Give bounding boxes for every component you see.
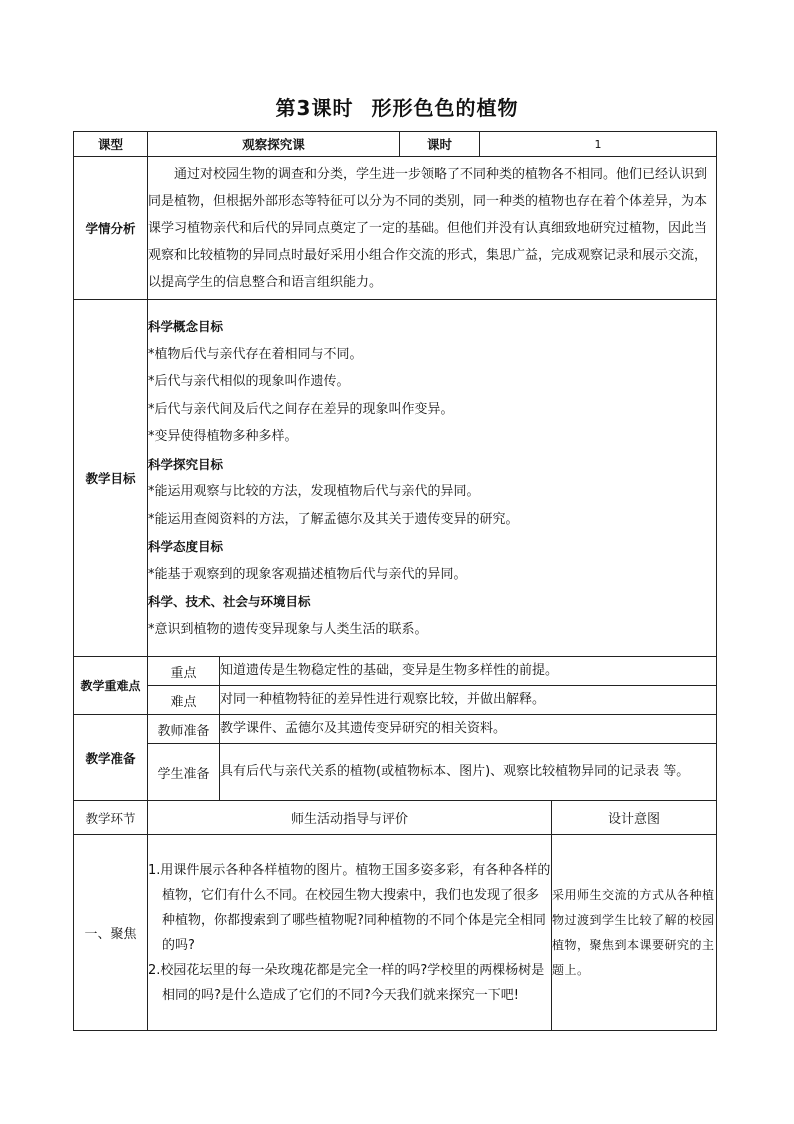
period-label: 课时 bbox=[400, 132, 480, 157]
key-label: 重点 bbox=[148, 657, 220, 686]
stage-header: 教学环节 bbox=[74, 801, 148, 835]
row-student-prep bbox=[74, 744, 717, 801]
row-key-point bbox=[74, 657, 717, 686]
difficult-text: 对同一种植物特征的差异性进行观察比较，并做出解释。 bbox=[220, 686, 717, 715]
goal-heading: 科学探究目标 bbox=[148, 456, 224, 472]
row-difficult-point bbox=[74, 686, 717, 715]
teacher-prep-text: 教学课件、孟德尔及其遗传变异研究的相关资料。 bbox=[220, 715, 717, 744]
teacher-prep-label: 教师准备 bbox=[148, 715, 220, 744]
focus-stage: 一、聚焦 bbox=[74, 835, 148, 1031]
goal-heading: 科学、技术、社会与环境目标 bbox=[148, 594, 311, 609]
goals-list bbox=[148, 300, 717, 657]
focus-item-1: 1.用课件展示各种各样植物的图片。植物王国多姿多彩，有各种各样的植物，它们有什么不同。在校园生物大搜索中，我们也发现了很多种植物，你都搜索到了哪些植物呢?同种植物的不同个体是完全相同的吗? bbox=[148, 862, 551, 953]
goal-item: *植物后代与亲代存在着相同与不同。 bbox=[148, 346, 363, 362]
lesson-type-value: 观察探究课 bbox=[148, 132, 400, 157]
goal-item: *意识到植物的遗传变异现象与人类生活的联系。 bbox=[148, 621, 428, 637]
focus-intent: 采用师生交流的方式从各种植物过渡到学生比较了解的校园植物，聚焦到本课要研究的主题上。 bbox=[552, 835, 717, 1031]
preparation-label: 教学准备 bbox=[74, 715, 148, 801]
lesson-plan-table bbox=[73, 131, 717, 1031]
intent-header: 设计意图 bbox=[552, 801, 717, 835]
focus-item-2: 2.校园花坛里的每一朵玫瑰花都是完全一样的吗?学校里的两棵杨树是相同的吗?是什么造成了它们的不同?今天我们就来探究一下吧! bbox=[148, 962, 545, 1003]
analysis-text: 通过对校园生物的调查和分类，学生进一步领略了不同种类的植物各不相同。他们已经认识到同是植物，但根据外部形态等特征可以分为不同的类别，同一种类的植物也存在着个体差异，为本课学习植物亲代和后代的异同点奠定了一定的基础。但他们并没有认真细致地研究过植物，因此当观察和比较植物的异同点时最好采用小组合作交流的形式，集思广益，完成观察记录和展示交流，以提高学生的信息整合和语言组织能力。 bbox=[148, 157, 717, 300]
period-value: 1 bbox=[480, 132, 717, 157]
activity-header: 师生活动指导与评价 bbox=[148, 801, 552, 835]
goal-item: *后代与亲代间及后代之间存在差异的现象叫作变异。 bbox=[148, 401, 454, 417]
goals-label: 教学目标 bbox=[74, 300, 148, 657]
lesson-number: 第3课时 bbox=[275, 96, 354, 120]
focus-activity bbox=[148, 835, 552, 1031]
student-prep-text: 具有后代与亲代关系的植物(或植物标本、图片)、观察比较植物异同的记录表 等。 bbox=[220, 744, 717, 801]
row-focus bbox=[74, 835, 717, 1031]
goal-item: *变异使得植物多种多样。 bbox=[148, 429, 298, 444]
lesson-name: 形形色色的植物 bbox=[371, 96, 519, 120]
goal-item: *能运用观察与比较的方法，发现植物后代与亲代的异同。 bbox=[148, 484, 480, 499]
row-teacher-prep bbox=[74, 715, 717, 744]
analysis-label: 学情分析 bbox=[74, 157, 148, 300]
row-lesson-type bbox=[74, 132, 717, 157]
student-prep-label: 学生准备 bbox=[148, 744, 220, 801]
difficult-label: 难点 bbox=[148, 686, 220, 715]
page-title bbox=[0, 92, 794, 121]
row-process-header bbox=[74, 801, 717, 835]
goal-item: *能基于观察到的现象客观描述植物后代与亲代的异同。 bbox=[148, 566, 467, 582]
row-analysis bbox=[74, 157, 717, 300]
key-text: 知道遗传是生物稳定性的基础，变异是生物多样性的前提。 bbox=[220, 657, 717, 686]
row-goals bbox=[74, 300, 717, 657]
goal-item: *后代与亲代相似的现象叫作遗传。 bbox=[148, 374, 350, 389]
goal-heading: 科学概念目标 bbox=[148, 319, 224, 334]
key-points-label: 教学重难点 bbox=[74, 657, 148, 715]
goal-item: *能运用查阅资料的方法，了解孟德尔及其关于遗传变异的研究。 bbox=[148, 511, 519, 527]
lesson-type-label: 课型 bbox=[74, 132, 148, 157]
goal-heading: 科学态度目标 bbox=[148, 539, 224, 554]
